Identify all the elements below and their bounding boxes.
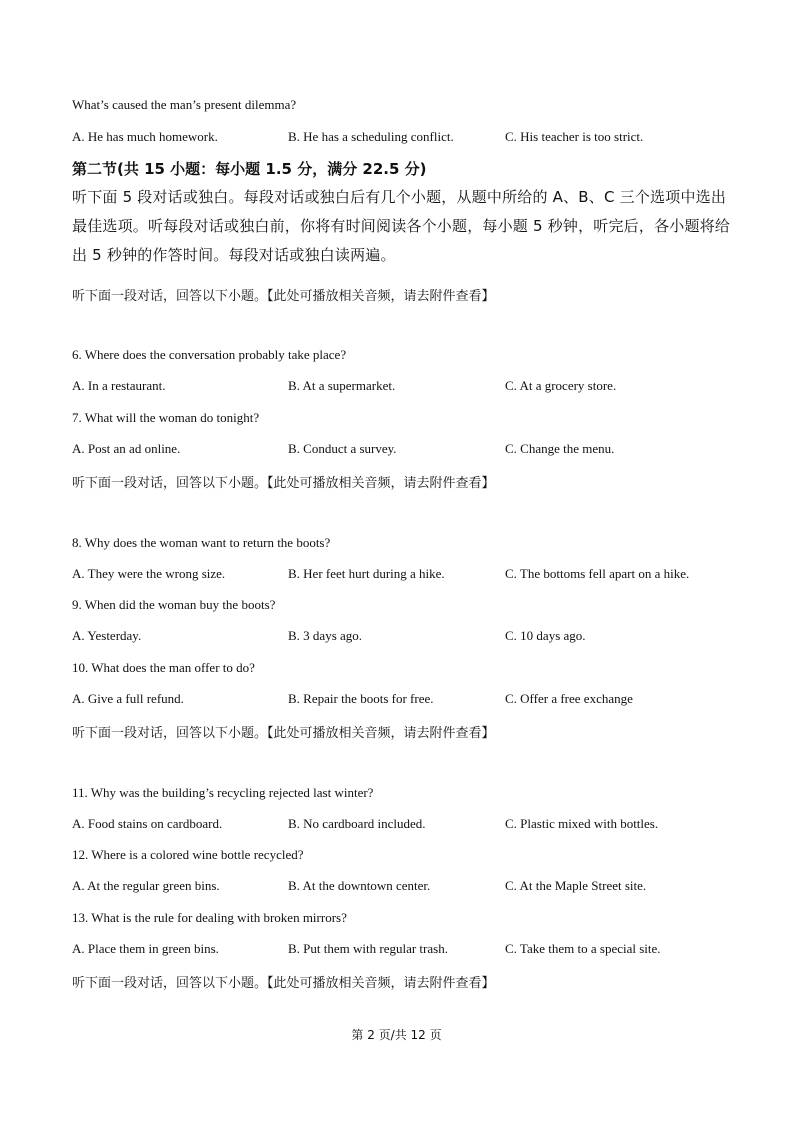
option-c: C. Take them to a special site.: [505, 941, 661, 956]
option-b: B. 3 days ago.: [288, 628, 363, 643]
options-row: [72, 816, 752, 834]
option-a: A. Give a full refund.: [72, 691, 184, 706]
option-a: A. They were the wrong size.: [72, 566, 226, 581]
option-b: B. He has a scheduling conflict.: [288, 129, 454, 144]
options-row: [72, 628, 752, 646]
options-row: [72, 691, 752, 709]
option-c: C. Plastic mixed with bottles.: [505, 816, 659, 831]
option-a: A. At the regular green bins.: [72, 878, 220, 893]
options-row: [72, 941, 752, 959]
question-text: 9. When did the woman buy the boots?: [72, 597, 276, 612]
question-text: 10. What does the man offer to do?: [72, 660, 255, 675]
question-text: 11. Why was the building’s recycling rejected last winter?: [72, 785, 374, 800]
question-text: What’s caused the man’s present dilemma?: [72, 97, 297, 112]
option-b: B. Repair the boots for free.: [288, 691, 434, 706]
option-c: C. The bottoms fell apart on a hike.: [505, 566, 690, 581]
page-number: 第 2 页/共 12 页: [351, 1028, 442, 1042]
question-text: 8. Why does the woman want to return the boots?: [72, 535, 331, 550]
question-text: 12. Where is a colored wine bottle recycled?: [72, 847, 304, 862]
listen-prompt: 听下面一段对话，回答以下小题。【此处可播放相关音频，请去附件查看】: [72, 289, 495, 304]
option-b: B. No cardboard included.: [288, 816, 426, 831]
section-title: 第二节(共 15 小题：每小题 1.5 分，满分 22.5 分): [72, 160, 427, 178]
option-c: C. His teacher is too strict.: [505, 129, 644, 144]
options-row: [72, 129, 752, 147]
option-b: B. Put them with regular trash.: [288, 941, 448, 956]
option-c: C. Offer a free exchange: [505, 691, 633, 706]
option-c: C. At a grocery store.: [505, 378, 617, 393]
option-c: C. At the Maple Street site.: [505, 878, 647, 893]
option-a: A. Place them in green bins.: [72, 941, 219, 956]
option-b: B. At the downtown center.: [288, 878, 431, 893]
question-text: 13. What is the rule for dealing with broken mirrors?: [72, 910, 347, 925]
option-c: C. Change the menu.: [505, 441, 615, 456]
option-a: A. Post an ad online.: [72, 441, 181, 456]
listen-prompt: 听下面一段对话，回答以下小题。【此处可播放相关音频，请去附件查看】: [72, 476, 495, 491]
question-text: 7. What will the woman do tonight?: [72, 410, 260, 425]
option-a: A. He has much homework.: [72, 129, 218, 144]
option-a: A. Food stains on cardboard.: [72, 816, 223, 831]
option-a: A. Yesterday.: [72, 628, 142, 643]
listen-prompt: 听下面一段对话，回答以下小题。【此处可播放相关音频，请去附件查看】: [72, 726, 495, 741]
options-row: [72, 378, 752, 396]
option-b: B. Her feet hurt during a hike.: [288, 566, 445, 581]
options-row: [72, 878, 752, 896]
listen-prompt: 听下面一段对话，回答以下小题。【此处可播放相关音频，请去附件查看】: [72, 976, 495, 991]
options-row: [72, 566, 752, 584]
option-b: B. At a supermarket.: [288, 378, 396, 393]
option-a: A. In a restaurant.: [72, 378, 166, 393]
options-row: [72, 441, 752, 459]
option-c: C. 10 days ago.: [505, 628, 586, 643]
question-text: 6. Where does the conversation probably take place?: [72, 347, 347, 362]
option-b: B. Conduct a survey.: [288, 441, 397, 456]
section-instructions: 听下面 5 段对话或独白。每段对话或独白后有几个小题，从题中所给的 A、B、C 三个选项中选出最佳选项。听每段对话或独白前，你将有时间阅读各个小题，每小题 5 秒钟，听完后，各小题将给出 5 秒钟的作答时间。每段对话或独白读两遍。: [72, 188, 731, 264]
